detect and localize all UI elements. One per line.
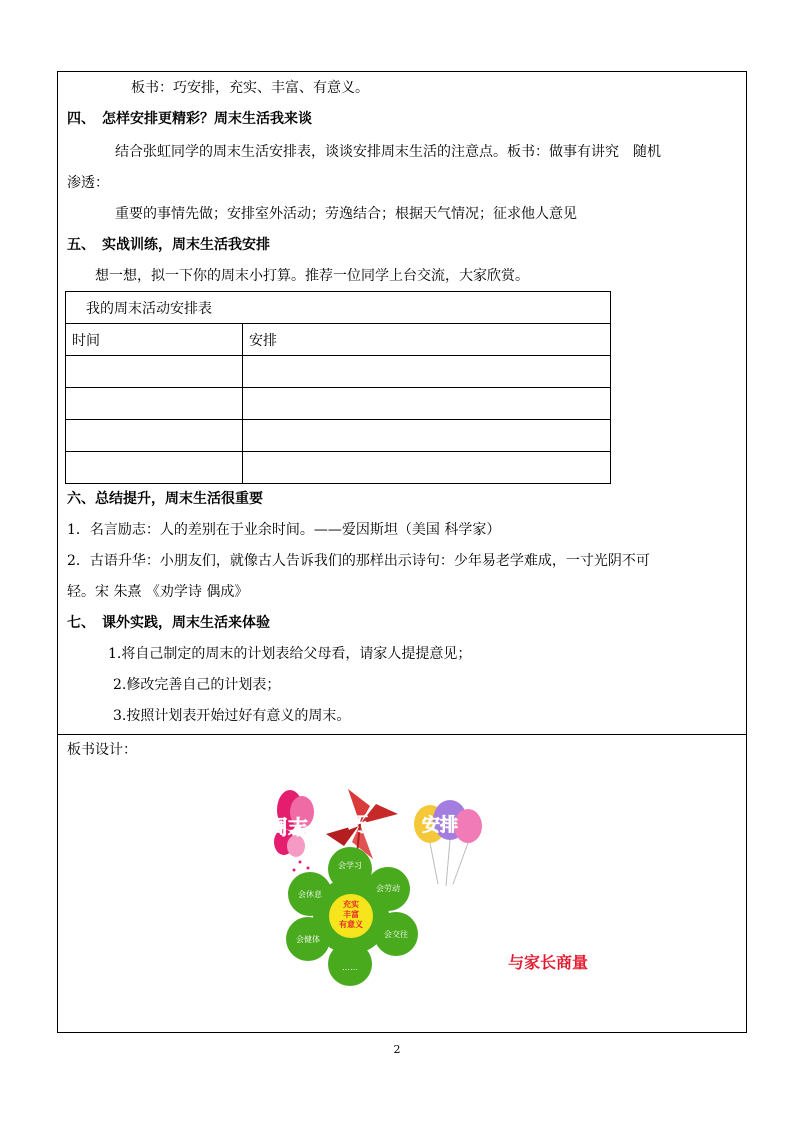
practice-item-2: 2.修改完善自己的计划表； [113,677,281,693]
petal-label: …… [342,963,358,972]
word-anpai: 安排 [422,815,458,836]
table-header-plan: 安排 [243,324,611,356]
page-number: 2 [393,1043,401,1056]
table-row [66,356,611,388]
center-word-3: 有意义 [339,920,363,929]
table-title: 我的周末活动安排表 [66,292,611,324]
petal-label: 会休息 [298,890,322,899]
center-word-2: 丰富 [343,910,359,919]
petal-label: 会交往 [384,930,408,939]
poem-line: 2．古语升华：小朋友们，就像古人告诉我们的那样出示诗句：少年易老学难成，一寸光阴不可 [67,553,650,569]
center-word-1: 充实 [343,900,359,909]
petal-label: 会学习 [338,861,362,870]
section-4-heading: 四、 怎样安排更精彩？周末生活我来谈 [67,111,312,127]
section-4-text: 结合张虹同学的周末生活安排表，谈谈安排周末生活的注意点。板书：做事有讲究 随机 [115,144,661,160]
table-header-time: 时间 [66,324,243,356]
section-5-heading: 五、 实战训练，周末生活我安排 [67,237,270,253]
poem-line-cont: 轻。宋 朱熹 《劝学诗 偶成》 [67,584,249,600]
board-illustration [58,734,748,1032]
caption-parents: 与家长商量 [508,953,589,972]
section-7-heading: 七、 课外实践，周末生活来体验 [67,615,270,631]
practice-item-1: 1.将自己制定的周末的计划表给父母看，请家人提提意见； [108,646,472,662]
board-summary-line: 板书：巧安排，充实、丰富、有意义。 [131,80,369,96]
board-design-label: 板书设计： [67,742,137,758]
word-qiao: 巧 [348,812,368,836]
table-row [66,388,611,420]
quote-line: 1．名言励志：人的差别在于业余时间。——爱因斯坦（美国 科学家） [67,522,501,538]
practice-item-3: 3.按照计划表开始过好有意义的周末。 [113,708,351,724]
weekend-plan-table [65,291,611,484]
section-4-text-cont: 渗透： [67,175,109,191]
petal-label: 会劳动 [376,884,400,893]
table-row [66,420,611,452]
section-6-heading: 六、总结提升，周末生活很重要 [67,491,263,507]
petal-label: 会健体 [296,935,320,944]
section-5-text: 想一想，拟一下你的周末小打算。推荐一位同学上台交流，大家欣赏。 [95,268,529,284]
lesson-frame [57,71,747,1033]
board-design [58,734,748,1032]
table-row [66,452,611,484]
word-zhoumo: 周末 [268,815,308,839]
section-4-points: 重要的事情先做；安排室外活动；劳逸结合；根据天气情况；征求他人意见 [115,206,577,222]
balloons-icon [414,800,482,886]
